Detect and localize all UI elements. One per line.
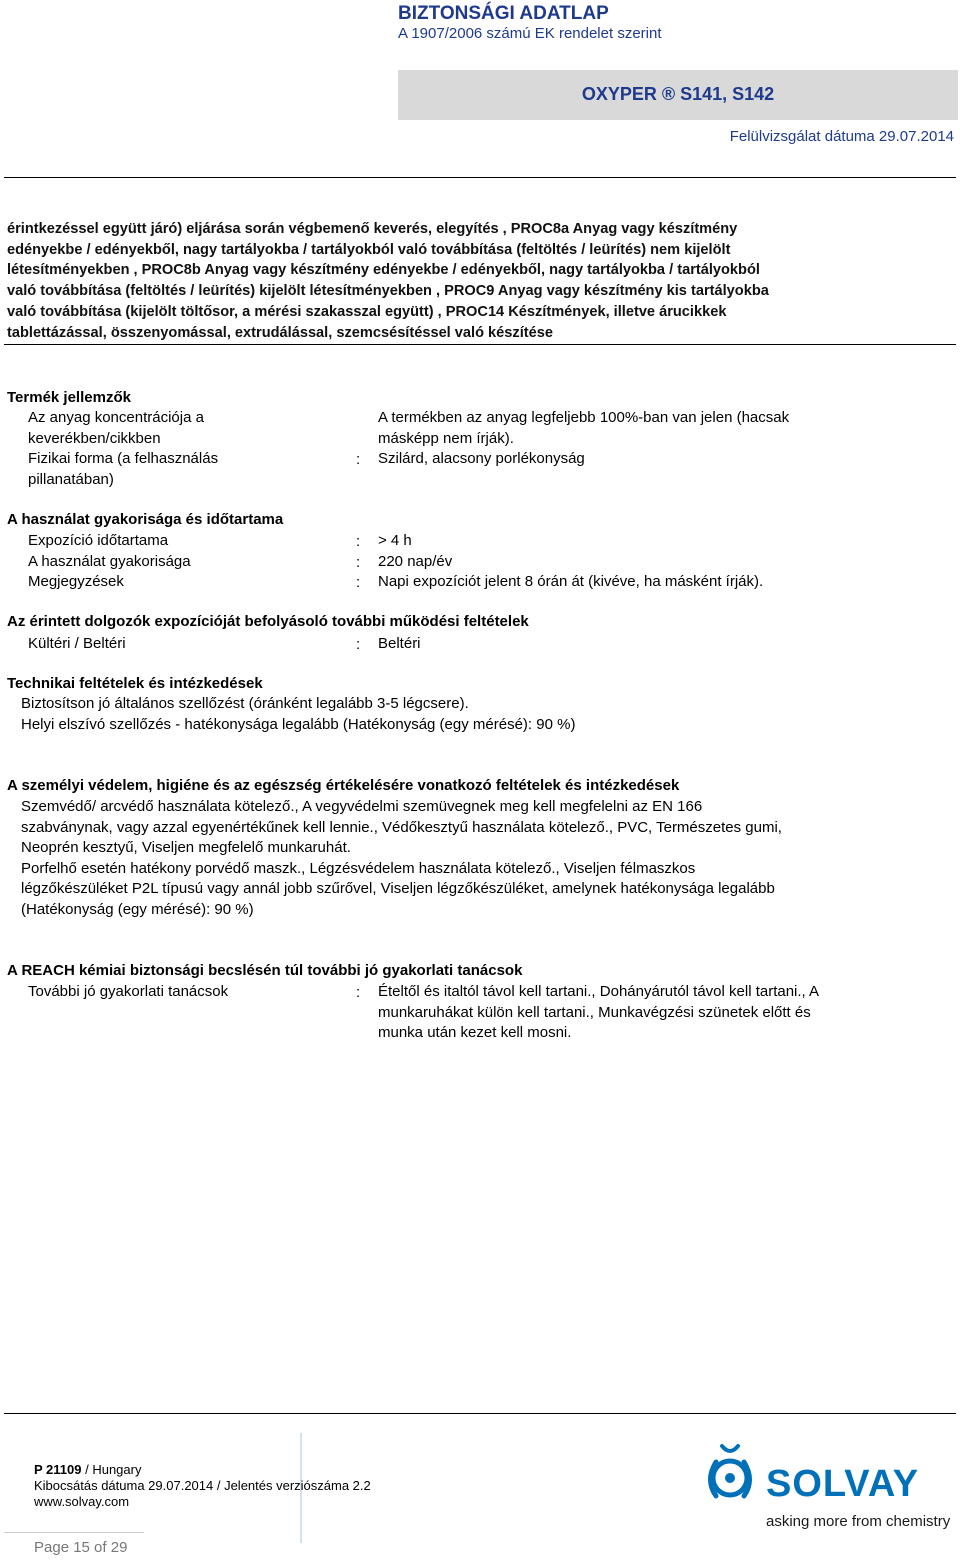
doc-country: / Hungary bbox=[85, 1462, 142, 1477]
doc-code: P 21109 bbox=[34, 1462, 82, 1477]
product-name: OXYPER ® S141, S142 bbox=[581, 84, 775, 104]
technical-heading: Technikai feltételek és intézkedések bbox=[7, 675, 263, 692]
field-value: 220 nap/év bbox=[378, 553, 453, 570]
field-value: Beltéri bbox=[378, 635, 421, 652]
product-char-heading: Termék jellemzők bbox=[7, 389, 131, 406]
text-line: Szemvédő/ arcvédő használata kötelező., A vegyvédelmi szemüvegnek meg kell megfelelni az EN 166 bbox=[21, 798, 703, 815]
field-label: Expozíció időtartama bbox=[28, 532, 169, 549]
text-line: (Hatékonyság (egy mérésé): 90 %) bbox=[21, 900, 254, 918]
field-colon: : bbox=[356, 533, 361, 550]
text-line: Neoprén kesztyű, Viseljen megfelelő munkaruhát. bbox=[21, 839, 351, 856]
footer-issue: Kibocsátás dátuma 29.07.2014 / Jelentés verziószáma 2.2 bbox=[34, 1478, 371, 1493]
revision-date: Felülvizsgálat dátuma 29.07.2014 bbox=[729, 128, 954, 145]
field-colon: : bbox=[356, 636, 361, 653]
regulation-subtitle: A 1907/2006 számú EK rendelet szerint bbox=[398, 25, 662, 42]
field-value: Szilárd, alacsony porlékonyság bbox=[378, 450, 585, 467]
text-line: Biztosítson jó általános szellőzést (óránként legalább 3-5 légcsere). bbox=[21, 695, 469, 712]
field-colon: : bbox=[356, 984, 361, 1001]
field-colon: : bbox=[356, 554, 361, 571]
footer-website: www.solvay.com bbox=[34, 1494, 130, 1509]
section-divider bbox=[4, 344, 956, 345]
footer-doc-line bbox=[34, 1462, 141, 1478]
text-line: edényekbe / edényekből, nagy tartályokba / tartályokból való továbbítása (feltöltés / leürítés) nem kijelölt bbox=[7, 241, 731, 258]
field-colon: : bbox=[356, 574, 361, 591]
field-value: Napi expozíciót jelent 8 órán át (kivéve, ha másként írják). bbox=[378, 573, 764, 590]
logo-tagline: asking more from chemistry bbox=[766, 1513, 951, 1530]
field-value: > 4 h bbox=[378, 532, 412, 549]
field-value: A termékben az anyag legfeljebb 100%-ban van jelen (hacsak másképp nem írják). bbox=[378, 409, 790, 447]
text-line: szabványnak, vagy azzal egyenértékűnek kell lennie., Védőkesztyű használata kötelező., PVC, Természetes gumi, bbox=[21, 818, 782, 836]
text-line: légzőkészüléket P2L típusú vagy annál jobb szűrővel, Viseljen légzőkészüléket, amelynek hatékonysága legalább bbox=[21, 880, 775, 897]
field-label: Kültéri / Beltéri bbox=[28, 635, 126, 652]
reach-heading: A REACH kémiai biztonsági becslésén túl további jó gyakorlati tanácsok bbox=[7, 962, 523, 979]
field-label: Megjegyzések bbox=[28, 573, 124, 590]
page-number: Page 15 of 29 bbox=[34, 1539, 128, 1556]
field-colon: : bbox=[356, 451, 361, 468]
logo-wordmark: SOLVAY bbox=[766, 1463, 920, 1505]
logo-mark-icon bbox=[711, 1446, 750, 1496]
field-value: Ételtől és italtól távol kell tartani., Dohányárutól távol kell tartani., A munkaruhákat külön kell tartani., Munkavégzési szünetek előtt és munka után kezet kell mosni. bbox=[378, 983, 820, 1041]
personal-text bbox=[21, 797, 951, 920]
process-description bbox=[7, 219, 957, 343]
field-label: Fizikai forma (a felhasználás pillanatában) bbox=[28, 450, 219, 488]
text-line: Porfelhő esetén hatékony porvédő maszk., Légzésvédelem használata kötelező., Viseljen félmaszkos bbox=[21, 859, 696, 877]
text-line: való továbbítása (kijelölt töltősor, a mérési szakasszal együtt) , PROC14 Készítmények, illetve árucikkek bbox=[7, 303, 727, 320]
text-line: Helyi elszívó szellőzés - hatékonysága legalább (Hatékonyság (egy mérésé): 90 %) bbox=[21, 715, 576, 733]
text-line: való továbbítása (feltöltés / leürítés) kijelölt létesítményekben , PROC9 Anyag vagy készítmény kis tartályokba bbox=[7, 283, 769, 300]
field-label: A használat gyakorisága bbox=[28, 553, 191, 570]
text-line: létesítményekben , PROC8b Anyag vagy készítmény edényekbe / edényekből, nagy tartályokba / tartályokból bbox=[7, 262, 760, 279]
operational-heading: Az érintett dolgozók expozícióját befolyásoló további működési feltételek bbox=[7, 613, 529, 630]
solvay-logo bbox=[700, 1440, 955, 1540]
text-line: érintkezéssel együtt járó) eljárása során végbemenő keverés, elegyítés , PROC8a Anyag vagy készítmény bbox=[7, 221, 738, 237]
personal-heading: A személyi védelem, higiéne és az egészség értékelésére vonatkozó feltételek és intézkedések bbox=[7, 777, 680, 794]
text-line: tablettázással, összenyomással, extrudálással, szemcsésítéssel való készítése bbox=[7, 324, 553, 341]
technical-text bbox=[21, 694, 951, 735]
document-title: BIZTONSÁGI ADATLAP bbox=[398, 3, 609, 24]
field-label: Az anyag koncentrációja a keverékben/cikkben bbox=[28, 409, 204, 447]
footer-divider bbox=[4, 1413, 956, 1414]
header-divider bbox=[4, 177, 956, 178]
product-box bbox=[398, 70, 958, 120]
field-label: További jó gyakorlati tanácsok bbox=[28, 983, 229, 1000]
frequency-heading: A használat gyakorisága és időtartama bbox=[7, 511, 284, 528]
